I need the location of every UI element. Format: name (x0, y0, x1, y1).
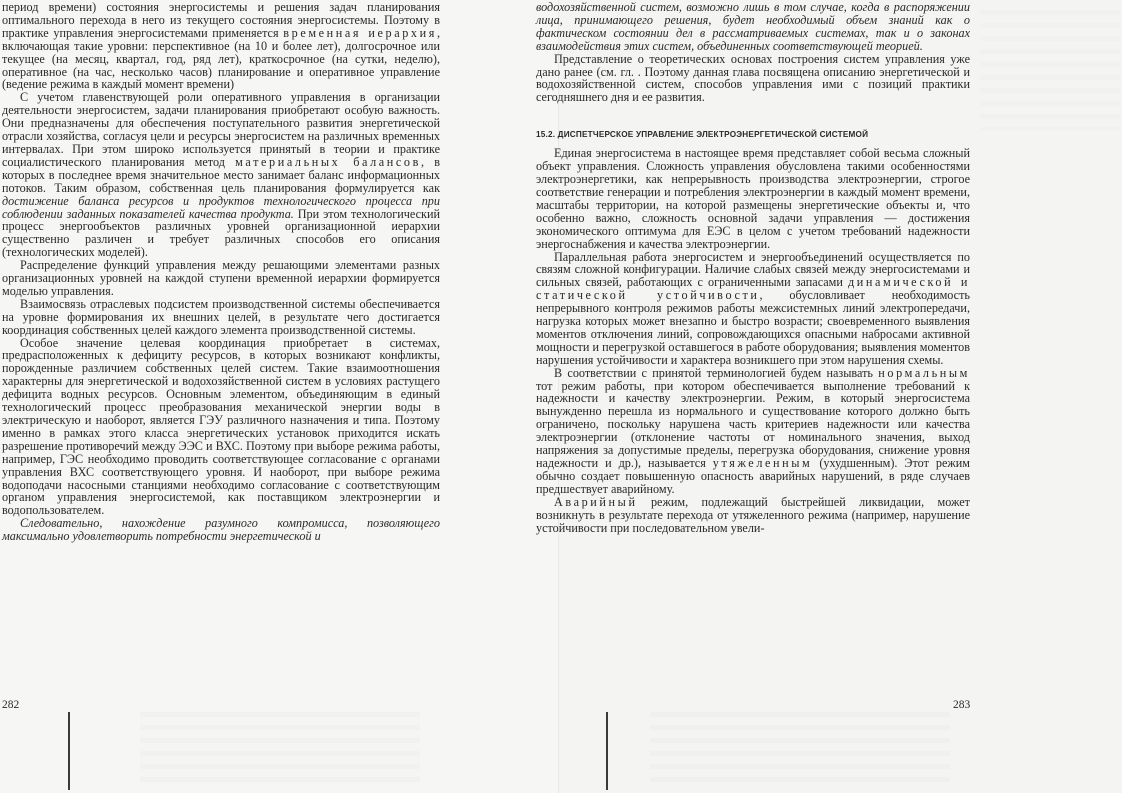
paragraph (2, 337, 440, 518)
text-run: С учетом главенствующей роли оперативного управления в организации деятельности энергосистем, задачи планирования приобретают особую важность. Они предназначены для обеспечения поступательного развития энергетической отрасли хозяйства, согласуя цели и ресурсы энергосистем на различных временных интервалах. При этом широко используется принятый в теории и практике социалистического планирования метод (2, 90, 440, 169)
text-run: Следовательно, нахождение разумного компромисса, позволяющего максимально удовлетворить потребности энергетической и (2, 516, 440, 544)
section-spacer (536, 104, 970, 120)
right-page (536, 0, 1122, 793)
text-run: , в которых в последнее время значительное место занимает баланс информационных потоков. Таким образом, собственная цель планирования формулируется как (2, 154, 440, 195)
text-run: , обусловливает необходимость непрерывного контроля режимов работы межсистемных линий электропередачи, нагрузка которых может внезапно и быстро возрасти; своевременного выявления моментов отключения линий, сопровождающихся опасными набросами активной мощности и перегрузкой оставшегося в работе оборудования; выявления моментов нарушения устойчивости и характера возникшего при этом нарушения схемы. (536, 288, 970, 367)
left-page-text (2, 1, 440, 543)
text-run: В соответствии с принятой терминологией будем называть (554, 365, 879, 380)
text-run: Особое значение целевая координация приобретает в системах, предрасположенных к дефициту ресурсов, в которых возникают конфликты, порожденные различием собственных целей систем. Такие взаимоотношения характерны для энергетической и водохозяйственной систем в условиях растущего дефицита водных ресурсов. Основным элементом, объединяющим в единый технологический процесс преобразования механической энергии воды в электрическую и наоборот, является ГЭУ различного назначения и типа. Поэтому именно в рамках этого класса энергетических установок приходится искать разрешение противоречий между ЭЭС и ВХС. Поэтому при выборе режима работы, например, ГЭС необходимо проводить соответствующее согласование с органами управления ВХС соответствующего уровня. И наоборот, при выборе режима водоподачи насосными станциями необходимо согласование с соответствующим органом управления энергосистемой, как поставщиком электроэнергии и водопользователем. (2, 335, 440, 518)
text-run: (ухудшенным). Этот режим обычно создает повышенную опасность аварийных нарушений, в ряде случаев предшествует аварийному. (536, 456, 971, 496)
bleed-through-right (650, 712, 950, 782)
text-run: Распределение функций управления между решающими элементами разных организационных уровней на каждой ступени временной иерархии формируется моделью управления. (2, 258, 440, 298)
paragraph (2, 1, 440, 91)
text-run: нормальным (878, 365, 970, 380)
text-run: период времени) состояния энергосистемы и решения задач планирования оптимального перехода в него из текущего состояния энергосистемы. Поэтому в практике управления энергосистемами применяется (2, 0, 440, 40)
text-run: Аварийный (554, 494, 638, 509)
paragraph (536, 1, 970, 53)
text-run: Параллельная работа энергосистем и энергообъединений осуществляется по связям сложной конфигурации. Наличие слабых связей между энергосистемами и сильных связей, работающих с ограниченными запасами (536, 249, 970, 290)
text-run: Представление о теоретических основах построения систем управления уже дано ранее (см. гл. . Поэтому данная глава посвящена описанию энергетической и водохозяйственной систем, способов управления ими с позиций практики сегодняшнего дня и ее развития. (536, 51, 970, 105)
paragraph (2, 259, 440, 298)
paragraph (536, 53, 970, 105)
page-number-right: 283 (953, 699, 971, 711)
text-run: временная иерархия (283, 25, 437, 40)
right-page-text (536, 1, 970, 534)
page-number-left: 282 (2, 699, 20, 711)
text-run: утяжеленным (712, 456, 813, 470)
text-run: водохозяйственной систем, возможно лишь в том случае, когда в распоряжении лица, принимающего решения, будет необходимый объем знаний как о фактическом состоянии дел в рассматриваемых системах, так и о законах взаимодействия этих систем, объединенных соответствующей теорией. (536, 0, 970, 53)
paragraph (536, 496, 970, 535)
text-run: достижение баланса ресурсов и продуктов технологического процесса при соблюдении заданных показателей качества продукта. (2, 193, 440, 221)
text-run: режим, подлежащий быстрейшей ликвидации, может возникнуть в результате перехода от утяжеленного режима (например, нарушение устойчивости при последовательном увели- (536, 494, 970, 535)
text-run: , включающая такие уровни: перспективное (на 10 и более лет), долгосрочное или текущее (на месяц, квартал, год, ряд лет), краткосрочное (на сутки, неделю), оперативное (на час, несколько часов) планирование и оперативное управление (ведение режима в каждый момент времени) (2, 25, 440, 92)
paragraph (536, 367, 970, 496)
left-page (0, 0, 560, 793)
paragraph (2, 91, 440, 259)
text-run: тот режим работы, при котором обеспечивается выполнение требований к надежности и качеству электроэнергии. Режим, в который энергосистема вынужденно перешла из нормального и существование которого должно быть ограничено, поскольку нарушена часть критериев надежности или качества электроэнергии (отклонение частоты от номинального значения, выход напряжения за допустимые пределы, перегрузка оборудования, снижение уровня надежности и др.), называется (536, 378, 970, 470)
section-heading: 15.2. ДИСПЕТЧЕРСКОЕ УПРАВЛЕНИЕ ЭЛЕКТРОЭНЕРГЕТИЧЕСКОЙ СИСТЕМОЙ (536, 130, 869, 140)
bleed-through-left (140, 712, 420, 782)
paragraph (536, 147, 970, 250)
scan-mark-right (606, 712, 608, 790)
text-run: Единая энергосистема в настоящее время представляет собой весьма сложный объект управления. Сложность управления обусловлена такими особенностями электроэнергетики, как непрерывность производства электроэнергии, строгое соответствие генерации и потребления электроэнергии в каждый момент времени, масштабы территории, на которой размещены энергетические объекты и, что особенно важно, сложность основной задачи управления — достижения экономического оптимума для ЕЭС в целом с учетом требований надежности энергоснабжения и качества электроэнергии. (536, 146, 970, 251)
text-run: динамической и статической устойчивости (536, 275, 970, 303)
paragraph (2, 517, 440, 543)
scan-mark-left (68, 712, 70, 790)
text-run: Взаимосвязь отраслевых подсистем производственной системы обеспечивается на уровне формирования их внешних целей, в результате чего достигается координация собственных целей каждого элемента производственной системы. (2, 296, 440, 337)
bleed-through-margin (980, 10, 1120, 130)
text-run: При этом технологический процесс энергообъектов различных уровней организационной иерархии существенно различен и требует различных способов его описания (технологических моделей). (2, 206, 440, 260)
paragraph (2, 298, 440, 337)
text-run: материальных балансов (235, 154, 421, 169)
paragraph (536, 251, 970, 367)
